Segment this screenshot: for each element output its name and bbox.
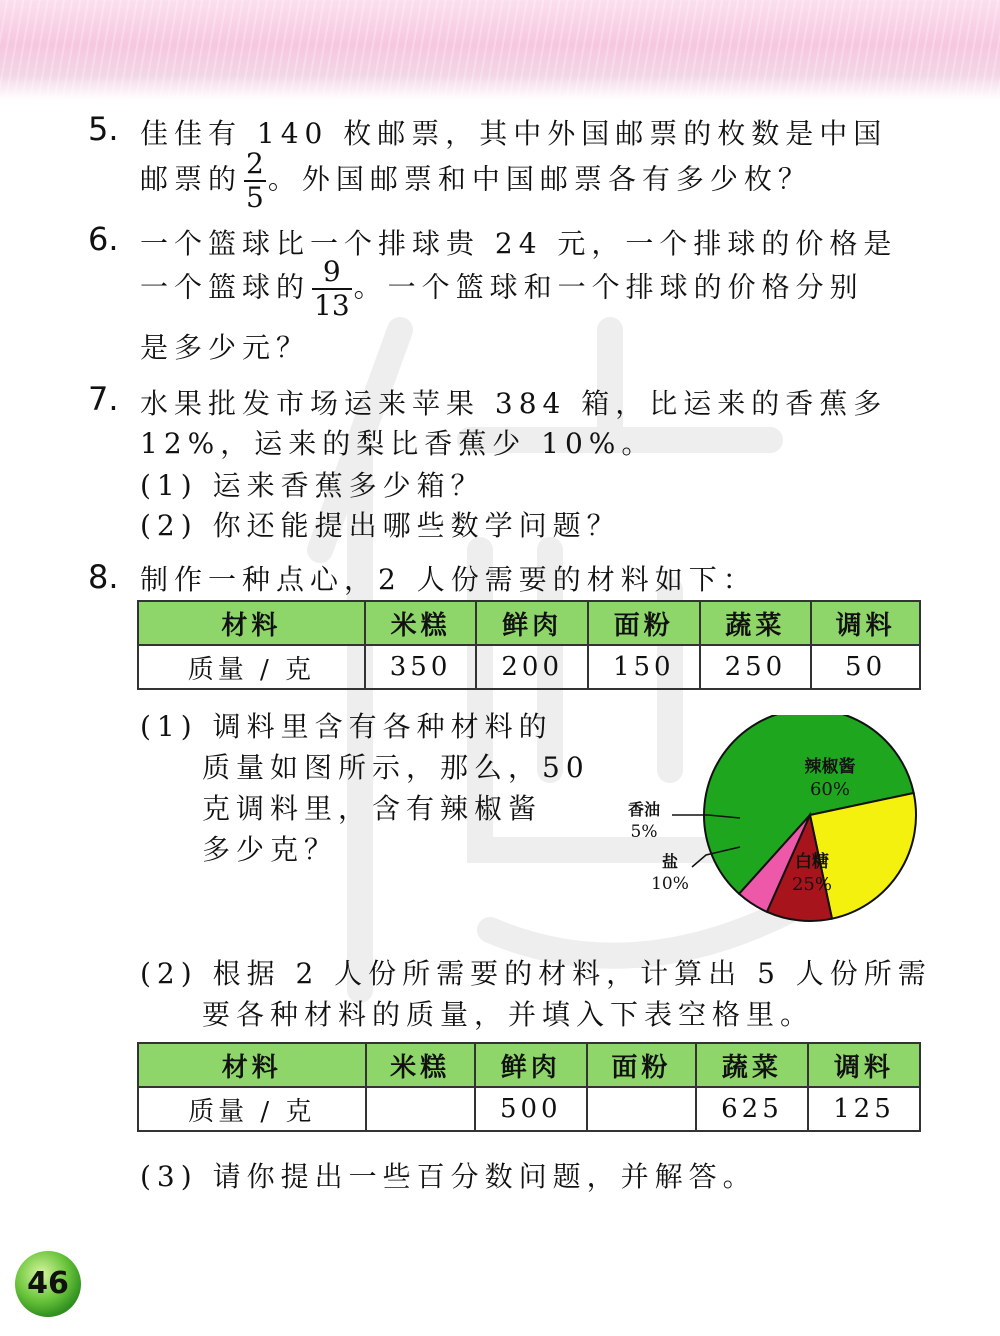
question-7-sub-2: (2) 你还能提出哪些数学问题？ (140, 509, 621, 542)
seasoning-pie-chart (590, 715, 930, 925)
fraction-2-5 (244, 148, 266, 214)
table-blank-cell[interactable] (366, 1087, 475, 1131)
table-blank-cell[interactable] (587, 1087, 696, 1131)
table-header-cell: 面粉 (588, 601, 700, 645)
fraction-numerator: 2 (246, 147, 264, 180)
table-row-label: 质量 / 克 (138, 1087, 366, 1131)
question-8-sub-1-line-4: 多少克？ (202, 833, 339, 866)
table-cell: 125 (808, 1087, 920, 1131)
question-8-number: 8. (88, 558, 119, 596)
ingredients-table-2-servings (137, 600, 921, 690)
question-6-line-2-end: 。一个篮球和一个排球的价格分别 (353, 270, 864, 304)
table-header-cell: 鲜肉 (475, 1043, 587, 1087)
table-cell: 250 (700, 645, 812, 689)
pie-label-name: 白糖 (795, 852, 829, 872)
pie-label-value: 10% (651, 874, 689, 894)
question-7-line-1: 水果批发市场运来苹果 384 箱，比运来的香蕉多 (140, 387, 888, 420)
question-5-line-2-end: 。外国邮票和中国邮票各有多少枚？ (267, 162, 812, 196)
question-8-intro: 制作一种点心，2 人份需要的材料如下： (140, 563, 757, 596)
page-number: 46 (27, 1266, 69, 1301)
question-5-number: 5. (88, 110, 119, 148)
question-6-line-1: 一个篮球比一个排球贵 24 元，一个排球的价格是 (140, 227, 898, 260)
table-cell: 350 (365, 645, 477, 689)
table-header-cell: 面粉 (587, 1043, 696, 1087)
table-header-cell: 蔬菜 (696, 1043, 808, 1087)
question-5-line-2 (140, 148, 812, 214)
table-header-row (138, 601, 920, 645)
table-header-cell: 米糕 (365, 601, 477, 645)
table-header-row (138, 1043, 920, 1087)
table-cell: 500 (475, 1087, 587, 1131)
question-7-line-2: 12%，运来的梨比香蕉少 10%。 (140, 427, 656, 460)
question-5-line-2-start: 邮票的 (140, 162, 243, 196)
table-row (138, 645, 920, 689)
question-8-sub-3: (3) 请你提出一些百分数问题，并解答。 (140, 1160, 757, 1193)
pie-label-value: 60% (809, 779, 851, 800)
pie-label-name: 盐 (661, 852, 679, 871)
question-8-sub-2-line-1: (2) 根据 2 人份所需要的材料，计算出 5 人份所需 (140, 957, 932, 990)
question-6-line-2-start: 一个篮球的 (140, 270, 311, 304)
question-7-number: 7. (88, 380, 119, 418)
question-6-line-2 (140, 256, 864, 322)
table-cell: 625 (696, 1087, 808, 1131)
table-header-cell: 调料 (808, 1043, 920, 1087)
table-row-label: 质量 / 克 (138, 645, 365, 689)
fraction-denominator: 13 (314, 289, 350, 322)
table-header-cell: 调料 (811, 601, 920, 645)
fraction-9-13 (312, 256, 352, 322)
question-8-sub-1-line-2: 质量如图所示，那么，50 (202, 751, 590, 784)
table-header-cell: 鲜肉 (476, 601, 588, 645)
table-header-cell: 材料 (138, 601, 365, 645)
ingredients-table-5-servings (137, 1042, 921, 1132)
question-6-number: 6. (88, 220, 119, 258)
pie-label-name: 香油 (627, 800, 661, 819)
table-cell: 50 (811, 645, 920, 689)
question-7-sub-1: (1) 运来香蕉多少箱？ (140, 469, 485, 502)
pie-label-value: 25% (791, 874, 833, 895)
question-8-sub-1-line-1: (1) 调料里含有各种材料的 (140, 710, 553, 743)
header-decoration (0, 0, 1000, 100)
table-row (138, 1087, 920, 1131)
pie-label-value: 5% (630, 822, 658, 842)
fraction-denominator: 5 (246, 181, 264, 214)
table-cell: 200 (476, 645, 588, 689)
table-cell: 150 (588, 645, 700, 689)
question-8-sub-2-line-2: 要各种材料的质量，并填入下表空格里。 (202, 998, 815, 1031)
table-header-cell: 蔬菜 (700, 601, 812, 645)
question-5-line-1: 佳佳有 140 枚邮票，其中外国邮票的枚数是中国 (140, 117, 888, 150)
table-header-cell: 米糕 (366, 1043, 475, 1087)
pie-label-name: 辣椒酱 (804, 757, 856, 777)
fraction-numerator: 9 (312, 256, 352, 290)
question-6-line-3: 是多少元？ (140, 331, 311, 364)
table-header-cell: 材料 (138, 1043, 366, 1087)
question-8-sub-1-line-3: 克调料里，含有辣椒酱 (202, 792, 543, 825)
